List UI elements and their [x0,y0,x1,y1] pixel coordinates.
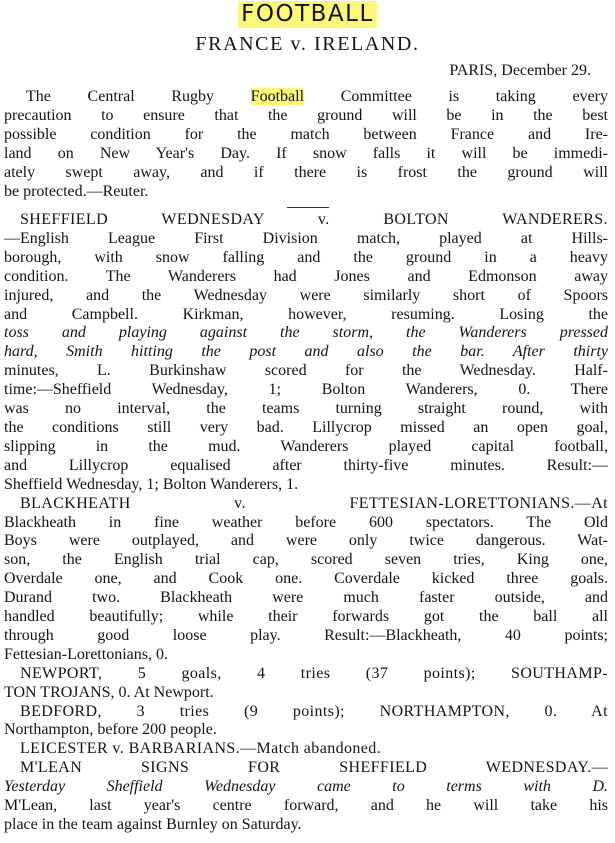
article-line: injured, and the Wednesday were similarly short of Spoors [4,286,608,304]
article-line: TON TROJANS, 0. At Newport. [4,683,214,701]
line-prefix: The Central Rugby [26,88,251,105]
article-france-ireland [4,88,608,201]
article-line: handled beautifully; while their forwards got the ball all [4,608,608,626]
match-heading: BEDFORD, 3 tries (9 points); NORTHAMPTON, 0. At [20,702,608,720]
article-line: and Campbell. Kirkman, however, resuming. Losing the [4,305,608,323]
headline-france-ireland: FRANCE v. IRELAND. [195,33,420,55]
article-line: toss and playing against the storm, the Wanderers pressed [4,324,608,342]
article-line: land on New Year's Day. If snow falls it will be immedi- [4,144,608,162]
article-line: the conditions still very bad. Lillycrop missed an open goal, [4,418,608,436]
article-line: Fettesian-Lorettonians, 0. [4,645,168,663]
article-line: hard, Smith hitting the post and also the bar. After thirty [4,343,608,361]
article-line: Durand two. Blackheath were much faster outside, and [4,589,608,607]
article-line: —English League First Division match, played at Hills- [4,229,608,247]
article-line: Overdale one, and Cook one. Coverdale kicked three goals. [4,570,608,588]
article-line: be protected.—Reuter. [4,182,149,200]
article-line: minutes, L. Burkinshaw scored for the Wednesday. Half- [4,362,608,380]
article-line: time:—Sheffield Wednesday, 1; Bolton Wanderers, 0. There [4,381,608,399]
article-line: precaution to ensure that the ground will be in the best [4,106,608,124]
article-line: ately swept away, and if there is frost the ground will [4,163,608,181]
article-line: place in the team against Burnley on Saturday. [4,816,302,833]
article-match-reports [4,211,608,835]
article-line: Yesterday Sheffield Wednesday came to terms with D. [4,778,608,796]
match-heading: BLACKHEATH v. FETTESIAN-LORETTONIANS.—At [20,494,608,512]
article-line: was no interval, the teams turning straight round, with [4,400,608,418]
masthead-text: FOOTBALL [238,1,377,28]
match-heading: M'LEAN SIGNS FOR SHEFFIELD WEDNESDAY.— [20,759,608,777]
article-line: Northampton, before 200 people. [4,721,217,739]
article-line: M'Lean, last year's centre forward, and he will take his [4,797,608,815]
article-line: Blackheath in fine weather before 600 spectators. The Old [4,513,608,531]
article-line: possible condition for the match between France and Ire- [4,125,608,143]
section-divider [287,207,329,208]
match-heading: SHEFFIELD WEDNESDAY v. BOLTON WANDERERS. [20,211,608,228]
article-line [4,88,608,107]
dateline: PARIS, December 29. [449,62,591,79]
match-heading: NEWPORT, 5 goals, 4 tries (37 points); SOUTHAMP- [20,664,608,682]
article-line: through good loose play. Result:—Blackheath, 40 points; [4,626,608,644]
line-suffix: Committee is taking every [304,88,608,105]
article-line: borough, with snow falling and the ground in a heavy [4,248,608,266]
article-line: condition. The Wanderers had Jones and Edmonson away [4,267,608,285]
article-line: and Lillycrop equalised after thirty-five minutes. Result:— [4,456,608,474]
section-masthead [0,0,615,30]
article-line: Boys were outplayed, and were only twice dangerous. Wat- [4,532,608,550]
article-line: son, the English trial cap, scored seven tries, King one, [4,551,608,569]
article-line: slipping in the mud. Wanderers played capital football, [4,437,608,455]
article-line: Sheffield Wednesday, 1; Bolton Wanderers, 1. [4,475,299,493]
match-heading: LEICESTER v. BARBARIANS.—Match abandoned. [20,740,382,758]
highlighted-word: Football [250,88,305,105]
